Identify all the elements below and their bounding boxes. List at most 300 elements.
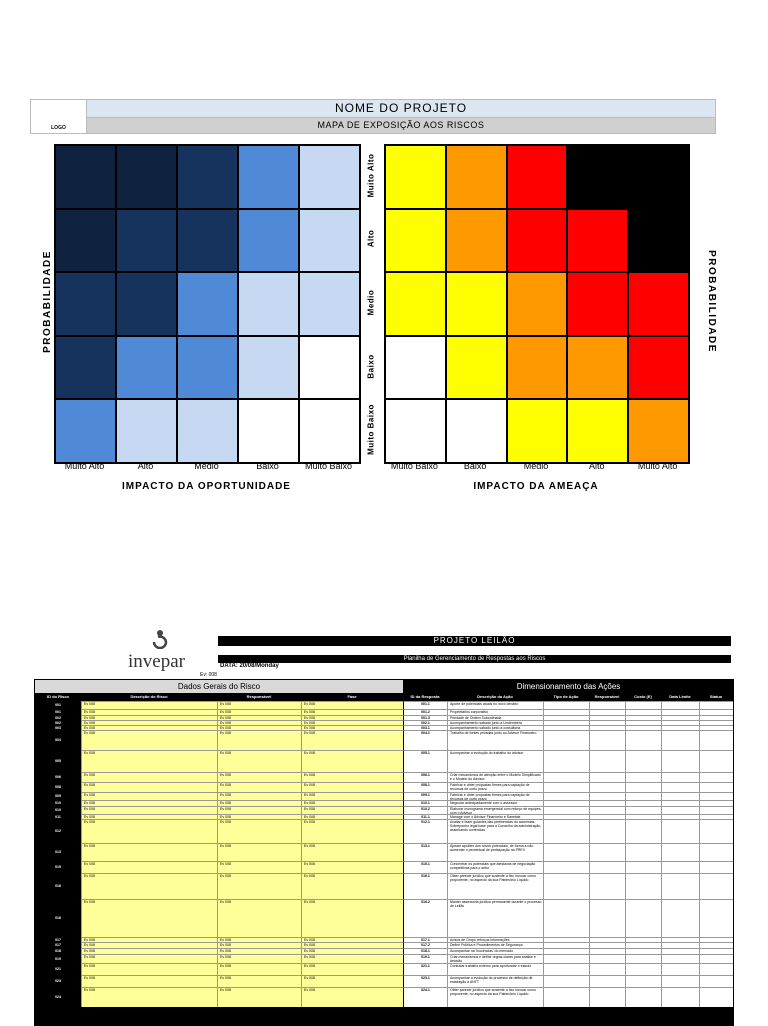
action-description: Elaborar cronograma emergencial com reforço de equipes, com o Advisor [447,806,543,814]
logo-placeholder [31,100,87,133]
risk-id: 009 [35,792,81,800]
empty-cell [699,806,733,814]
action-description: Acompanhar a evolução do trabalho do advisor [447,750,543,772]
empty-cell [589,806,625,814]
risk-owner: Ev 008 [217,963,301,975]
threat-x-label: Muito Baixo [390,461,438,471]
threat-cell [567,336,628,400]
empty-cell [699,701,733,709]
risk-phase: Ev 008 [301,709,403,715]
empty-cell [699,899,733,937]
risk-description: Ev 008 [81,750,217,772]
risk-phase: Ev 008 [301,942,403,948]
table-row [35,899,733,937]
risk-id: 010 [35,800,81,806]
risk-owner: Ev 008 [217,814,301,819]
response-id: 015.1 [403,861,447,873]
threat-cell [385,272,446,336]
risk-description: Ev 008 [81,987,217,1007]
risk-id: 017 [35,942,81,948]
table-row [35,730,733,750]
threat-cell [507,209,568,273]
risk-owner: Ev 008 [217,948,301,954]
risk-id: 012 [35,819,81,843]
action-description: Fabricar e obter propostas firmes para captação de recursos de curto prazo [447,792,543,800]
invepar-wordmark: invepar [128,651,185,672]
opportunity-cell [116,399,177,463]
risk-owner: Ev 008 [217,861,301,873]
empty-cell [699,954,733,963]
empty-cell [625,963,661,975]
empty-cell [625,819,661,843]
table-row [35,806,733,814]
risk-phase: Ev 008 [301,772,403,782]
action-description: Manter assessoria jurídica permanente durante o processo de Leilão [447,899,543,937]
threat-cell [446,272,507,336]
table-row [35,792,733,800]
risk-phase: Ev 008 [301,792,403,800]
column-header: ID da Resposta [403,693,447,701]
empty-cell [699,987,733,1007]
empty-cell [589,750,625,772]
response-id: 013.1 [403,843,447,861]
threat-cell [385,336,446,400]
action-description: Acompanhar na 'inocências' do mercado [447,948,543,954]
threat-cell [385,145,446,209]
response-id: 008.1 [403,782,447,792]
opportunity-y-title: PROBABILIDADE [41,250,53,353]
risk-phase: Ev 008 [301,899,403,937]
empty-cell [699,861,733,873]
action-description: Manage com o Advisor Financeiro e Sanetais [447,814,543,819]
response-id: 011.1 [403,814,447,819]
threat-y-label: Muito Baixo [366,404,376,456]
response-id: 001.2 [403,709,447,715]
response-id: 019.1 [403,954,447,963]
risk-id: 001 [35,701,81,709]
empty-cell [543,987,589,1007]
risk-owner: Ev 008 [217,954,301,963]
risk-owner: Ev 008 [217,899,301,937]
table-row [35,772,733,782]
threat-x-title: IMPACTO DA AMEAÇA [473,481,599,492]
risk-phase: Ev 008 [301,715,403,720]
empty-cell [543,843,589,861]
action-description: Proprietários corporativo [447,709,543,715]
empty-cell [625,772,661,782]
risk-phase: Ev 008 [301,843,403,861]
column-header: Fase [301,693,403,701]
empty-cell [543,782,589,792]
risk-description: Ev 008 [81,873,217,899]
empty-cell [589,792,625,800]
empty-cell [543,792,589,800]
risk-description: Ev 008 [81,709,217,715]
risk-id: 001 [35,709,81,715]
action-description: Definir Política e Procedimentos de Segurança [447,942,543,948]
opportunity-cell [299,399,360,463]
empty-cell [543,954,589,963]
opportunity-cell [177,336,238,400]
risk-phase: Ev 008 [301,954,403,963]
risk-phase: Ev 008 [301,800,403,806]
risk-owner: Ev 008 [217,782,301,792]
empty-cell [661,782,699,792]
empty-cell [661,750,699,772]
opportunity-cell [116,336,177,400]
empty-cell [699,750,733,772]
empty-cell [699,963,733,975]
response-id: 017.2 [403,942,447,948]
opportunity-cell [55,272,116,336]
project-bar: PROJETO LEILÃO [218,636,731,646]
risk-id: 004 [35,730,81,750]
risk-phase: Ev 008 [301,975,403,987]
invepar-mark-icon [150,629,170,649]
risk-owner: Ev 008 [217,715,301,720]
map-title: MAPA DE EXPOSIÇÃO AOS RISCOS [87,118,715,133]
column-header: Responsável [217,693,301,701]
risk-description: Ev 008 [81,819,217,843]
response-id: 003.1 [403,725,447,730]
empty-cell [699,772,733,782]
risk-description: Ev 008 [81,899,217,937]
action-description: Criar mecanismos de atenção entre o Modelo Simplificado e o Modelo do Advisor [447,772,543,782]
empty-cell [625,861,661,873]
empty-cell [589,899,625,937]
threat-cell [507,399,568,463]
empty-cell [661,963,699,975]
empty-cell [625,899,661,937]
risk-description: Ev 008 [81,720,217,725]
risk-id: 002 [35,720,81,725]
opportunity-cell [299,336,360,400]
empty-cell [625,750,661,772]
threat-cell [628,145,689,209]
response-id: 010.1 [403,800,447,806]
plan-date: DATA: 20/08/Monday [220,663,279,669]
action-description: Aporte de potenciais atuais no novo cenário [447,701,543,709]
action-description: Criar mecanismos e definir regras claras para análise e decisão [447,954,543,963]
action-description: Obter parecer jurídico que sustente a fixo invocar como proponente, no aspecto da sua Patrimônio Líquido [447,987,543,1007]
risk-owner: Ev 008 [217,725,301,730]
empty-cell [661,975,699,987]
risk-owner: Ev 008 [217,937,301,942]
threat-x-label: Muito Alto [637,461,678,471]
risk-phase: Ev 008 [301,963,403,975]
threat-cell [385,399,446,463]
risk-owner: Ev 008 [217,792,301,800]
threat-cell [628,272,689,336]
response-id: 016.2 [403,899,447,937]
risk-id: 023 [35,975,81,987]
table-row [35,873,733,899]
risk-id: 010 [35,806,81,814]
response-id: 012.1 [403,819,447,843]
empty-cell [543,806,589,814]
table-row [35,782,733,792]
table-row [35,987,733,1007]
empty-cell [543,819,589,843]
opportunity-cell [116,272,177,336]
empty-cell [543,750,589,772]
risk-id: 024 [35,987,81,1007]
column-header: Responsável [589,693,625,701]
invepar-logo [128,629,208,673]
risk-owner: Ev 008 [217,819,301,843]
empty-cell [625,701,661,709]
opportunity-heatmap [54,144,361,464]
empty-cell [589,772,625,782]
risk-owner: Ev 008 [217,987,301,1007]
table-row [35,843,733,861]
opportunity-cell [55,336,116,400]
empty-cell [589,975,625,987]
threat-heatmap [384,144,690,464]
risk-phase: Ev 008 [301,937,403,942]
group-header-risk: Dados Gerais do Risco [35,680,404,693]
threat-cell [567,209,628,273]
project-name: NOME DO PROJETO [87,100,715,118]
risk-owner: Ev 008 [217,942,301,948]
threat-y-label: Medio [366,289,376,316]
empty-cell [589,954,625,963]
risk-description: Ev 008 [81,975,217,987]
threat-cell [446,336,507,400]
action-description: Acompanhar a evolução do processo de definição de estatutyão à ANTT [447,975,543,987]
risk-owner: Ev 008 [217,843,301,861]
opportunity-cell [177,209,238,273]
response-id: 004.1 [403,730,447,750]
action-description: Ajustar apoiões dos novos potenciais, de forma a não aumentar o percentual de participação na PREV [447,843,543,861]
response-id: 001.3 [403,715,447,720]
opportunity-cell [238,209,299,273]
column-header: ID do Risco [35,693,81,701]
empty-cell [543,861,589,873]
opportunity-x-label: Baixo [256,461,279,471]
empty-cell [589,963,625,975]
risk-id: 018 [35,948,81,954]
column-header: Tipo de Ação [543,693,589,701]
empty-cell [589,819,625,843]
table-row [35,819,733,843]
empty-cell [543,899,589,937]
empty-cell [661,899,699,937]
risk-id: 003 [35,725,81,730]
column-header: Descrição da Ação [447,693,543,701]
risk-description: Ev 008 [81,937,217,942]
empty-cell [589,730,625,750]
empty-cell [625,782,661,792]
risk-owner: Ev 008 [217,750,301,772]
risk-description: Ev 008 [81,954,217,963]
empty-cell [589,782,625,792]
threat-y-label: Alto [366,230,376,248]
table-row [35,975,733,987]
risk-phase: Ev 008 [301,987,403,1007]
risk-phase: Ev 008 [301,873,403,899]
empty-cell [699,819,733,843]
opportunity-cell [177,145,238,209]
threat-cell [628,399,689,463]
action-description: Avisos de Grupo reforços informações [447,937,543,942]
risk-description: Ev 008 [81,792,217,800]
risk-phase: Ev 008 [301,948,403,954]
risk-description: Ev 008 [81,701,217,709]
risk-phase: Ev 008 [301,806,403,814]
empty-cell [661,987,699,1007]
opportunity-cell [299,209,360,273]
opportunity-cell [116,145,177,209]
action-description: Prindade de Ordem Subordinada [447,715,543,720]
empty-cell [589,861,625,873]
risk-description: Ev 008 [81,843,217,861]
empty-cell [625,792,661,800]
opportunity-cell [238,272,299,336]
risk-id: 005 [35,750,81,772]
empty-cell [625,843,661,861]
empty-cell [699,843,733,861]
empty-cell [543,975,589,987]
response-id: 016.1 [403,873,447,899]
risk-phase: Ev 008 [301,814,403,819]
response-id: 021.1 [403,963,447,975]
opportunity-cell [55,209,116,273]
opportunity-cell [55,399,116,463]
risk-phase: Ev 008 [301,720,403,725]
threat-cell [507,272,568,336]
empty-cell [661,806,699,814]
risk-phase: Ev 008 [301,750,403,772]
empty-cell [589,873,625,899]
response-id: 005.1 [403,750,447,772]
opportunity-x-label: Alto [137,461,154,471]
risk-description: Ev 008 [81,715,217,720]
risk-phase: Ev 008 [301,730,403,750]
response-id: 009.1 [403,792,447,800]
risk-description: Ev 008 [81,772,217,782]
opportunity-cell [299,272,360,336]
threat-cell [628,336,689,400]
opportunity-cell [177,272,238,336]
action-description: Concentrar os potenciais que atestavas de negociação competitivas para o setor [447,861,543,873]
opportunity-x-label: Muito Baixo [304,461,353,471]
response-id: 023.1 [403,975,447,987]
response-id: 024.1 [403,987,447,1007]
threat-y-title: PROBABILIDADE [705,250,717,353]
risk-owner: Ev 008 [217,800,301,806]
risk-phase: Ev 008 [301,819,403,843]
risk-description: Ev 008 [81,963,217,975]
column-header: Status [699,693,733,701]
action-description: Fabricar e obter propostas firmes para captação de recursos de curto prazo [447,782,543,792]
subtitle-bar: Planilha de Gerenciamento de Respostas aos Riscos [218,655,731,663]
risk-id: 015 [35,861,81,873]
threat-cell [446,209,507,273]
group-header-actions: Dimensionamento das Ações [404,680,733,693]
risk-id: 016 [35,899,81,937]
response-id: 018.1 [403,948,447,954]
threat-cell [446,145,507,209]
opportunity-cell [238,145,299,209]
empty-cell [699,730,733,750]
risk-id: 006 [35,772,81,782]
table-row [35,963,733,975]
opportunity-cell [238,336,299,400]
risk-description: Ev 008 [81,806,217,814]
risk-owner: Ev 008 [217,772,301,782]
empty-cell [661,843,699,861]
empty-cell [661,730,699,750]
table-row [35,861,733,873]
opportunity-x-label: Medio [194,461,219,471]
threat-y-label: Baixo [366,353,376,379]
risk-owner: Ev 008 [217,730,301,750]
logo-label: LOGO [51,125,66,131]
risk-phase: Ev 008 [301,725,403,730]
opportunity-cell [299,145,360,209]
empty-cell [625,730,661,750]
empty-cell [589,843,625,861]
threat-cell [385,209,446,273]
risk-id: 011 [35,814,81,819]
empty-cell [543,730,589,750]
risk-description: Ev 008 [81,730,217,750]
threat-x-label: Alto [589,461,605,471]
column-header: Data Limite [661,693,699,701]
risk-id: 021 [35,963,81,975]
threat-cell [446,399,507,463]
empty-cell [699,792,733,800]
response-id: 001.1 [403,701,447,709]
risk-owner: Ev 008 [217,806,301,814]
empty-cell [543,963,589,975]
threat-x-label: Medio [523,461,549,471]
threat-cell [567,145,628,209]
empty-cell [661,861,699,873]
empty-cell [625,873,661,899]
risk-description: Ev 008 [81,782,217,792]
empty-cell [589,987,625,1007]
threat-x-label: Baixo [463,461,487,471]
risk-description: Ev 008 [81,814,217,819]
action-description: Acompanhamento sabado junto a Lindembera [447,720,543,725]
opportunity-cell [116,209,177,273]
risk-description: Ev 008 [81,725,217,730]
risk-owner: Ev 008 [217,709,301,715]
opportunity-cell [177,399,238,463]
risk-phase: Ev 008 [301,701,403,709]
empty-cell [661,772,699,782]
threat-cell [507,336,568,400]
risk-description: Ev 008 [81,948,217,954]
empty-cell [589,701,625,709]
empty-cell [661,792,699,800]
empty-cell [661,873,699,899]
empty-cell [661,701,699,709]
response-id: 006.1 [403,772,447,782]
threat-cell [567,399,628,463]
risk-owner: Ev 008 [217,701,301,709]
action-description: Contratar trabalho externo para aprofundar o estudo [447,963,543,975]
plan-ev: Ev: 008 [200,672,217,678]
action-description: Avaliar e fazer guiantes das pertinencias do acionistas. Sobreponho legal base para a Conselho da administração, assinhando corrências [447,819,543,843]
opportunity-cell [55,145,116,209]
empty-cell [661,819,699,843]
threat-cell [567,272,628,336]
empty-cell [699,873,733,899]
risk-id: 016 [35,873,81,899]
